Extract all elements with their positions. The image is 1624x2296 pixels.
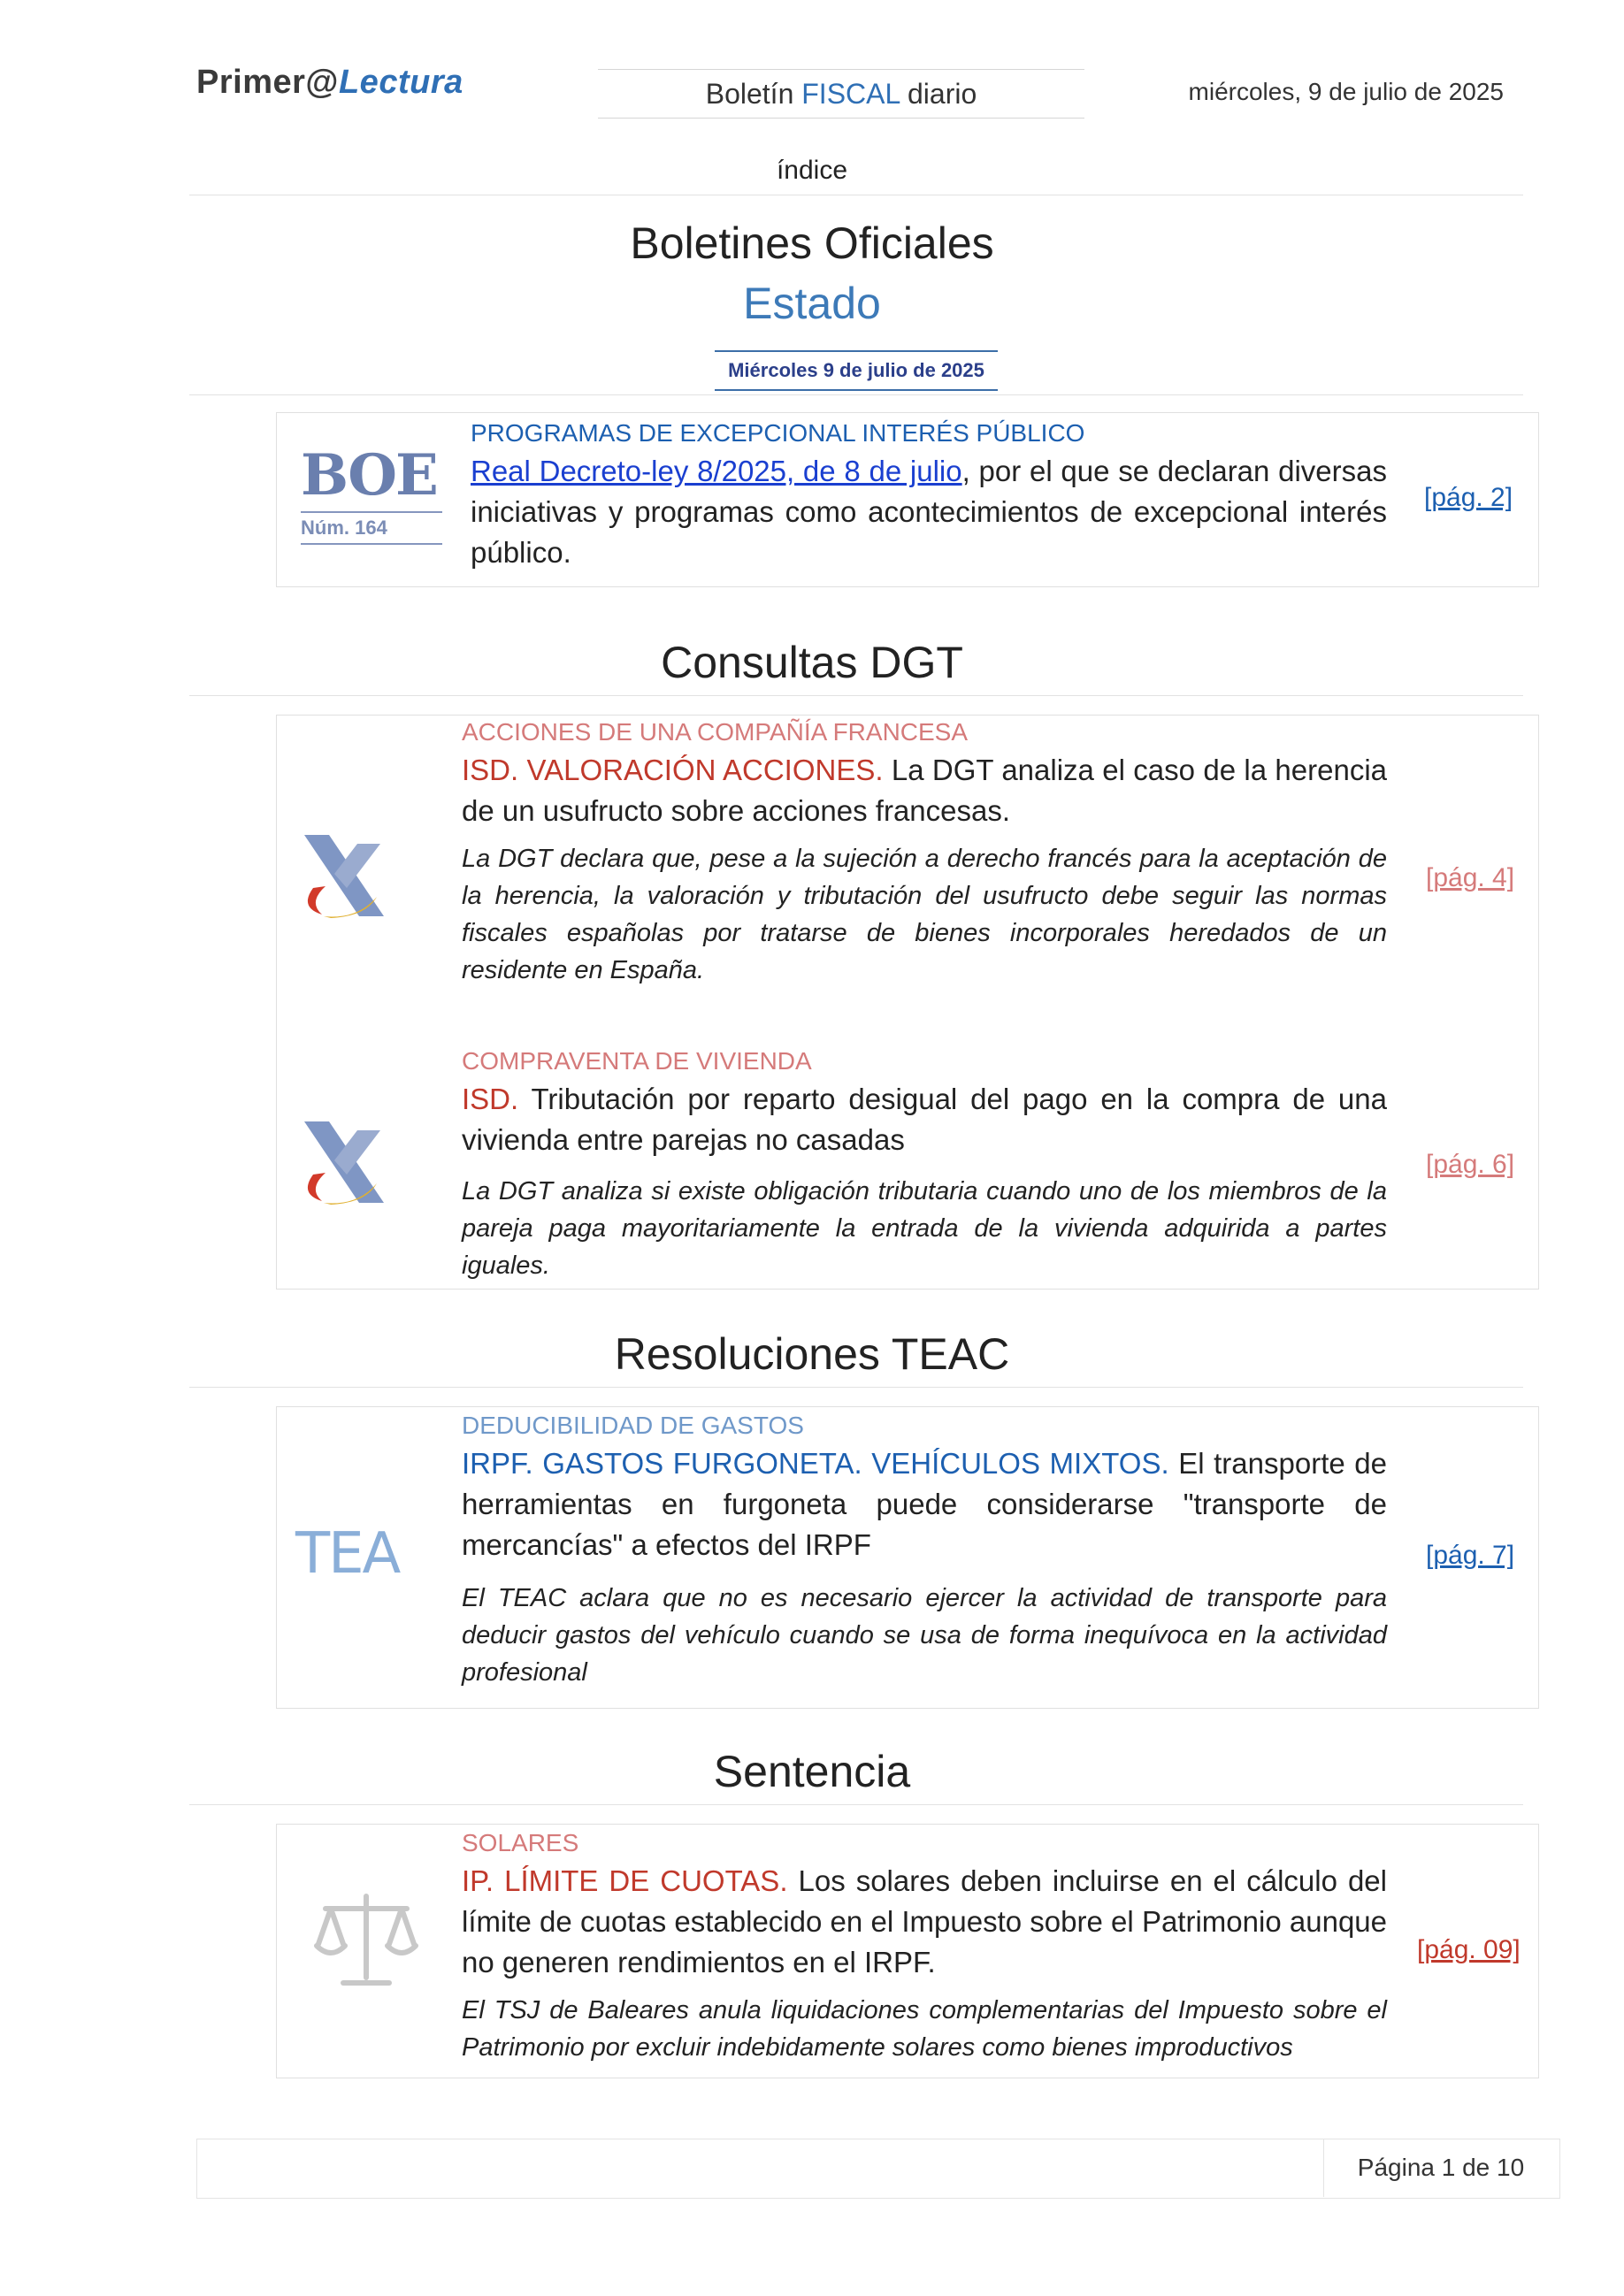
- boe-logo-text: BOE: [301, 442, 437, 509]
- dgt2-description: [462, 1079, 1387, 1160]
- dgt2-summary: La DGT analiza si existe obligación tributaria cuando uno de los miembros de la pareja paga mayoritariamente la entrada de la vivienda adquirida a partes iguales.: [462, 1177, 1387, 1280]
- dgt1-description: [462, 750, 1387, 831]
- bulletin-title: [598, 69, 1084, 119]
- section-title-boletines: Boletines Oficiales: [630, 218, 994, 268]
- dgt1-text: La DGT analiza el caso de la herencia de un usufructo sobre acciones francesas.: [462, 754, 1388, 827]
- page-link-4[interactable]: [pág. 4]: [1426, 863, 1515, 892]
- date-badge: Miércoles 9 de julio de 2025: [715, 350, 998, 391]
- scales-of-justice-icon: [313, 1889, 419, 1992]
- sentencia-lead: IP. LÍMITE DE CUOTAS.: [462, 1864, 788, 1897]
- dgt2-category: COMPRAVENTA DE VIVIENDA: [462, 1047, 812, 1075]
- page-link-2[interactable]: [pág. 2]: [1424, 483, 1513, 512]
- page-link-7[interactable]: [pág. 7]: [1426, 1541, 1515, 1570]
- dgt1-lead: ISD. VALORACIÓN ACCIONES.: [462, 754, 884, 786]
- page-number: Página 1 de 10: [1357, 2154, 1525, 2181]
- divider: [189, 695, 1523, 696]
- divider: [189, 1387, 1523, 1388]
- page-link-6[interactable]: [pág. 6]: [1426, 1150, 1515, 1179]
- title-fiscal: FISCAL: [801, 78, 900, 110]
- teac-text: El transporte de herramientas en furgoneta puede considerarse "transporte de mercancías" a efectos del IRPF: [462, 1447, 1387, 1561]
- divider: [189, 1804, 1523, 1805]
- aeat-logo-icon: [295, 1121, 393, 1206]
- decree-link[interactable]: Real Decreto-ley 8/2025, de 8 de julio: [471, 455, 962, 487]
- teac-category: DEDUCIBILIDAD DE GASTOS: [462, 1412, 804, 1439]
- section-title-sentencia: Sentencia: [713, 1747, 911, 1796]
- logo-part1: Primer@: [196, 64, 339, 101]
- section-title-teac: Resoluciones TEAC: [614, 1329, 1010, 1379]
- section-title-consultas: Consultas DGT: [661, 638, 963, 687]
- sentencia-text: Los solares deben incluirse en el cálculo del límite de cuotas establecido en el Impuesto sobre el Patrimonio aunque no generen rendimientos en el IRPF.: [462, 1864, 1387, 1978]
- teac-summary: El TEAC aclara que no es necesario ejercer la actividad de transporte para deducir gastos del vehículo cuando se usa de forma inequívoca en la actividad profesional: [462, 1584, 1387, 1687]
- boe-category: PROGRAMAS DE EXCEPCIONAL INTERÉS PÚBLICO: [471, 419, 1085, 447]
- dgt1-summary: La DGT declara que, pese a la sujeción a derecho francés para la aceptación de la herencia, la valoración y tributación del usufructo debe seguir las normas fiscales españolas por tratarse de bienes incorporales heredados de un residente en España.: [462, 845, 1387, 984]
- dgt2-lead: ISD.: [462, 1083, 519, 1115]
- brand-logo: [196, 64, 463, 102]
- sentencia-description: [462, 1861, 1387, 1983]
- teac-description: [462, 1443, 1387, 1565]
- teac-lead: IRPF. GASTOS FURGONETA. VEHÍCULOS MIXTOS.: [462, 1447, 1169, 1480]
- sentencia-summary: El TSJ de Baleares anula liquidaciones complementarias del Impuesto sobre el Patrimonio por excluir indebidamente solares como bienes improductivos: [462, 1996, 1387, 2062]
- divider: [189, 394, 1523, 395]
- logo-part2: Lectura: [338, 64, 463, 101]
- boe-text: , por el que se declaran diversas iniciativas y programas como acontecimientos de excepcional interés público.: [471, 455, 1388, 569]
- aeat-logo-icon: [295, 835, 393, 920]
- page-link-09[interactable]: [pág. 09]: [1417, 1935, 1521, 1964]
- section-subtitle-estado: Estado: [743, 279, 881, 328]
- teac-logo: TEA: [295, 1521, 400, 1587]
- boe-logo: [301, 442, 442, 563]
- title-pre: Boletín: [705, 78, 794, 110]
- title-post: diario: [907, 78, 977, 110]
- boe-description: [471, 451, 1387, 573]
- sentencia-category: SOLARES: [462, 1829, 579, 1856]
- dgt2-text: Tributación por reparto desigual del pago en la compra de una vivienda entre parejas no casadas: [462, 1083, 1387, 1156]
- dgt1-category: ACCIONES DE UNA COMPAÑÍA FRANCESA: [462, 718, 969, 746]
- boe-number: Núm. 164: [301, 511, 442, 545]
- index-label: índice: [776, 156, 848, 185]
- header-date: miércoles, 9 de julio de 2025: [1188, 78, 1504, 105]
